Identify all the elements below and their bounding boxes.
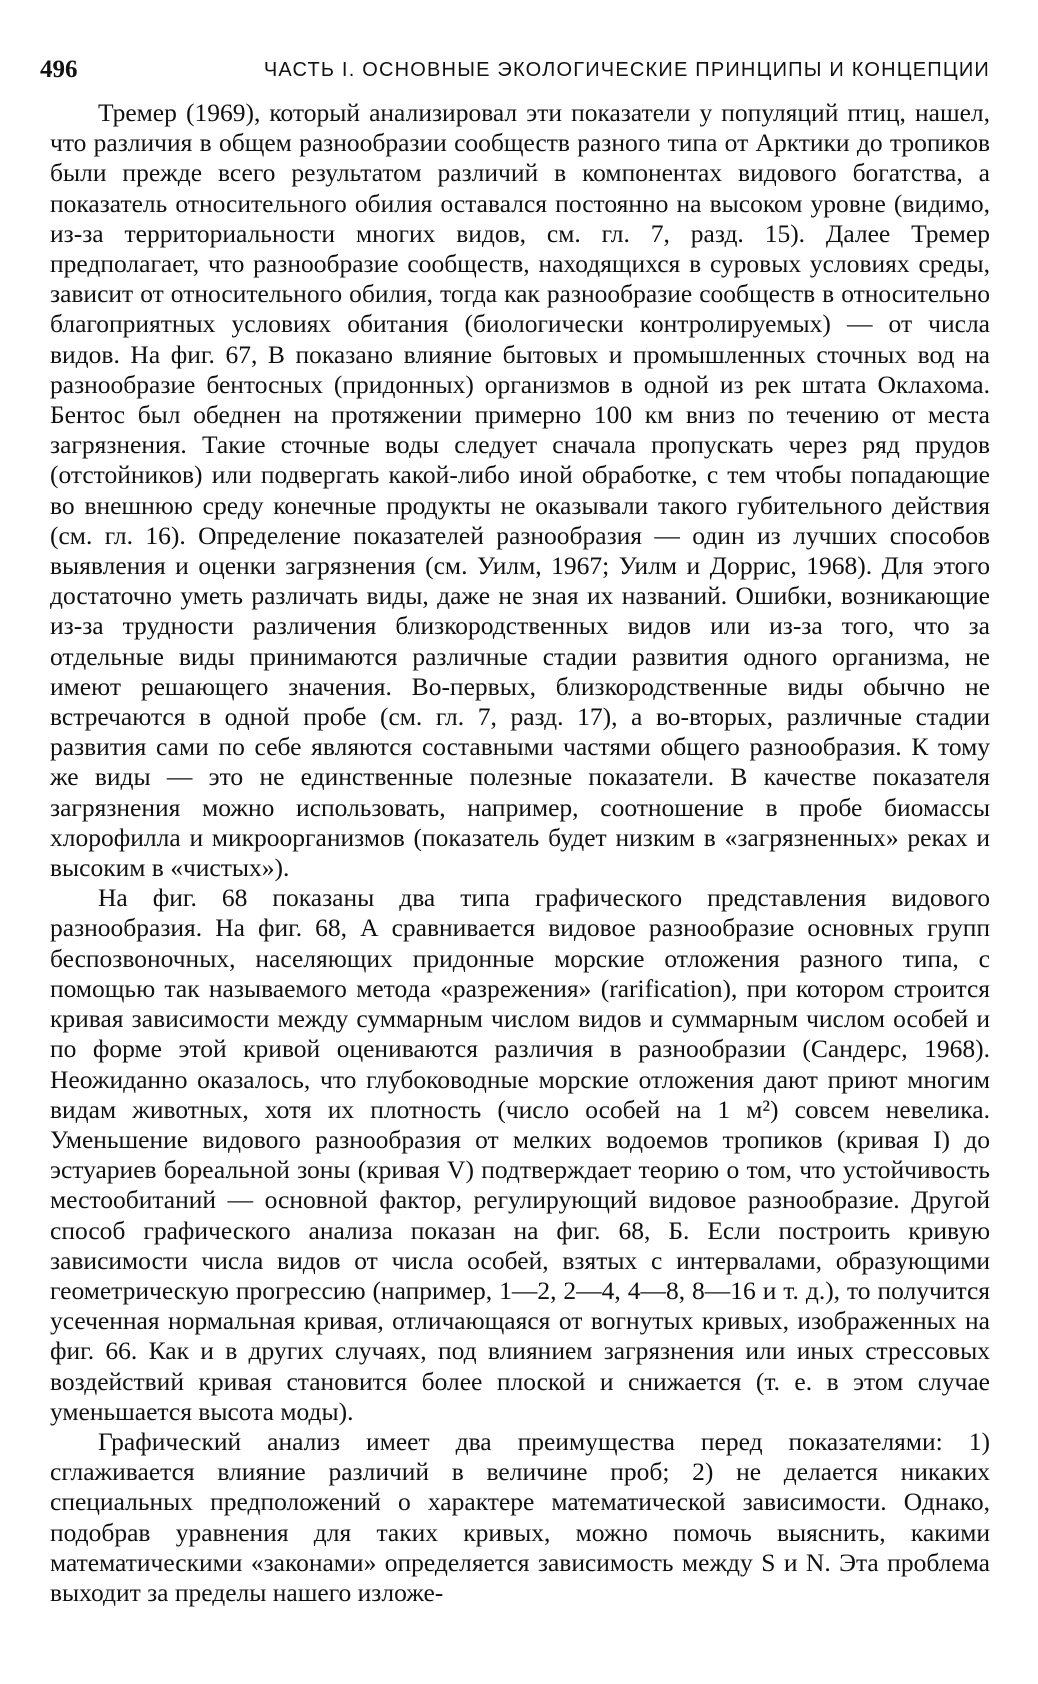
- paragraph-1: Тремер (1969), который анализировал эти показатели у популяций птиц, нашел, что различия в общем разнообразии сообществ разного типа от Арктики до тропиков были прежде всего результатом различий в компонентах видового богатства, а показатель относительного обилия оставался постоянно на высоком уровне (видимо, из-за территориальности многих видов, см. гл. 7, разд. 15). Далее Тремер предполагает, что разнообразие сообществ, находящихся в суровых условиях среды, зависит от относительного обилия, тогда как разнообразие сообществ в относительно благоприятных условиях обитания (биологически контролируемых) — от числа видов. На фиг. 67, В показано влияние бытовых и промышленных сточных вод на разнообразие бентосных (придонных) организмов в одной из рек штата Оклахома. Бентос был обеднен на протяжении примерно 100 км вниз по течению от места загрязнения. Такие сточные воды следует сначала пропускать через ряд прудов (отстойников) или подвергать какой-либо иной обработке, с тем чтобы попадающие во внешнюю среду конечные продукты не оказывали такого губительного действия (см. гл. 16). Определение показателей разнообразия — один из лучших способов выявления и оценки загрязнения (см. Уилм, 1967; Уилм и Доррис, 1968). Для этого достаточно уметь различать виды, даже не зная их названий. Ошибки, возникающие из-за трудности различения близкородственных видов или из-за того, что за отдельные виды принимаются различные стадии развития одного организма, не имеют решающего значения. Во-первых, близкородственные виды обычно не встречаются в одной пробе (см. гл. 7, разд. 17), а во-вторых, различные стадии развития сами по себе являются составными частями общего разнообразия. К тому же виды — это не единственные полезные показатели. В качестве показателя загрязнения можно использовать, например, соотношение в пробе биомассы хлорофилла и микроорганизмов (показатель будет низким в «загрязненных» реках и высоким в «чистых»).: [50, 98, 990, 883]
- paragraph-3: Графический анализ имеет два преимущества перед показателями: 1) сглаживается влияние различий в величине проб; 2) не делается никаких специальных предположений о характере математической зависимости. Однако, подобрав уравнения для таких кривых, можно помочь выяснить, какими математическими «законами» определяется зависимость между S и N. Эта проблема выходит за пределы нашего изложе-: [50, 1426, 990, 1607]
- paragraph-2: На фиг. 68 показаны два типа графического представления видового разнообразия. На фиг. 68, А сравнивается видовое разнообразие основных групп беспозвоночных, населяющих придонные морские отложения разного типа, с помощью так называемого метода «разрежения» (rarification), при котором строится кривая зависимости между суммарным числом видов и суммарным числом особей и по форме этой кривой оцениваются различия в разнообразии (Сандерс, 1968). Неожиданно оказалось, что глубоководные морские отложения дают приют многим видам животных, хотя их плотность (число особей на 1 м²) совсем невелика. Уменьшение видового разнообразия от мелких водоемов тропиков (кривая I) до эстуариев бореальной зоны (кривая V) подтверждает теорию о том, что устойчивость местообитаний — основной фактор, регулирующий видовое разнообразие. Другой способ графического анализа показан на фиг. 68, Б. Если построить кривую зависимости числа видов от числа особей, взятых с интервалами, образующими геометрическую прогрессию (например, 1—2, 2—4, 4—8, 8—16 и т. д.), то получится усеченная нормальная кривая, отличающаяся от вогнутых кривых, изображенных на фиг. 66. Как и в других случаях, под влиянием загрязнения или иных стрессовых воздействий кривая становится более плоской и снижается (т. е. в этом случае уменьшается высота моды).: [50, 883, 990, 1426]
- body-text: [50, 98, 990, 1608]
- running-head: ЧАСТЬ I. ОСНОВНЫЕ ЭКОЛОГИЧЕСКИЕ ПРИНЦИПЫ И КОНЦЕПЦИИ: [263, 58, 990, 81]
- page-header: [40, 50, 990, 90]
- page-number: 496: [40, 56, 78, 83]
